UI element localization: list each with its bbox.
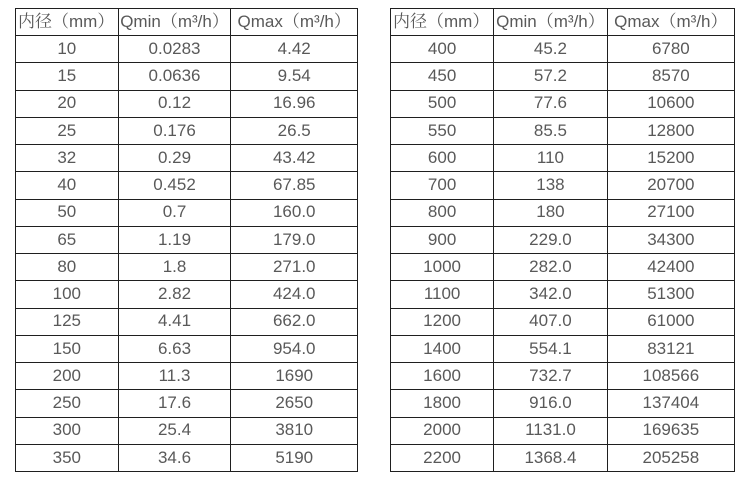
table-cell: 43.42 xyxy=(231,145,358,172)
table-cell: 342.0 xyxy=(494,281,608,308)
table-cell: 5190 xyxy=(231,444,358,471)
table-cell: 8570 xyxy=(607,63,734,90)
table-cell: 50 xyxy=(16,199,119,226)
table-cell: 15200 xyxy=(607,145,734,172)
column-header: Qmin（m³/h） xyxy=(118,9,231,36)
column-header: Qmax（m³/h） xyxy=(607,9,734,36)
table-cell: 67.85 xyxy=(231,172,358,199)
table-cell: 100 xyxy=(16,281,119,308)
table-row xyxy=(16,281,358,308)
table-cell: 32 xyxy=(16,145,119,172)
table-cell: 3810 xyxy=(231,417,358,444)
table-row xyxy=(391,417,735,444)
table-row xyxy=(16,199,358,226)
column-header: Qmin（m³/h） xyxy=(494,9,608,36)
table-cell: 250 xyxy=(16,390,119,417)
table-row xyxy=(16,172,358,199)
table-cell: 40 xyxy=(16,172,119,199)
flow-rate-table-large-diameters xyxy=(390,8,735,472)
table-row xyxy=(391,36,735,63)
column-header: 内径（mm） xyxy=(16,9,119,36)
table-cell: 0.176 xyxy=(118,117,231,144)
table-cell: 4.42 xyxy=(231,36,358,63)
table-cell: 20700 xyxy=(607,172,734,199)
table-cell: 350 xyxy=(16,444,119,471)
table-cell: 271.0 xyxy=(231,254,358,281)
table-cell: 1200 xyxy=(391,308,494,335)
table-cell: 2.82 xyxy=(118,281,231,308)
table-cell: 138 xyxy=(494,172,608,199)
table-row xyxy=(391,281,735,308)
table-row xyxy=(16,254,358,281)
table-row xyxy=(16,226,358,253)
table-cell: 180 xyxy=(494,199,608,226)
table-row xyxy=(391,117,735,144)
table-cell: 0.452 xyxy=(118,172,231,199)
table-cell: 800 xyxy=(391,199,494,226)
table-cell: 51300 xyxy=(607,281,734,308)
table-cell: 150 xyxy=(16,335,119,362)
table-cell: 1800 xyxy=(391,390,494,417)
table-row xyxy=(16,117,358,144)
table-cell: 9.54 xyxy=(231,63,358,90)
table-row xyxy=(16,363,358,390)
table-cell: 34.6 xyxy=(118,444,231,471)
table-row xyxy=(391,308,735,335)
table-cell: 34300 xyxy=(607,226,734,253)
table-row xyxy=(391,226,735,253)
table-row xyxy=(391,199,735,226)
table-row xyxy=(391,363,735,390)
column-header: 内径（mm） xyxy=(391,9,494,36)
table-cell: 300 xyxy=(16,417,119,444)
table-cell: 110 xyxy=(494,145,608,172)
table-row xyxy=(391,335,735,362)
table-cell: 1.8 xyxy=(118,254,231,281)
table-cell: 424.0 xyxy=(231,281,358,308)
table-cell: 179.0 xyxy=(231,226,358,253)
table-cell: 1131.0 xyxy=(494,417,608,444)
table-row xyxy=(16,308,358,335)
table-cell: 65 xyxy=(16,226,119,253)
table-cell: 600 xyxy=(391,145,494,172)
table-row xyxy=(391,145,735,172)
table-row xyxy=(16,90,358,117)
table-cell: 169635 xyxy=(607,417,734,444)
table-cell: 229.0 xyxy=(494,226,608,253)
table-cell: 12800 xyxy=(607,117,734,144)
table-cell: 0.29 xyxy=(118,145,231,172)
table-cell: 27100 xyxy=(607,199,734,226)
table-row xyxy=(391,254,735,281)
table-cell: 17.6 xyxy=(118,390,231,417)
table-row xyxy=(391,63,735,90)
tables-container xyxy=(15,8,735,472)
table-cell: 205258 xyxy=(607,444,734,471)
table-cell: 2650 xyxy=(231,390,358,417)
table-cell: 83121 xyxy=(607,335,734,362)
table-row xyxy=(16,390,358,417)
table-cell: 80 xyxy=(16,254,119,281)
table-cell: 57.2 xyxy=(494,63,608,90)
table-row xyxy=(391,90,735,117)
table-cell: 700 xyxy=(391,172,494,199)
table-row xyxy=(16,145,358,172)
table-cell: 1.19 xyxy=(118,226,231,253)
table-cell: 1000 xyxy=(391,254,494,281)
table-cell: 1400 xyxy=(391,335,494,362)
table-cell: 0.7 xyxy=(118,199,231,226)
table-cell: 6780 xyxy=(607,36,734,63)
table-cell: 1690 xyxy=(231,363,358,390)
table-cell: 1600 xyxy=(391,363,494,390)
table-row xyxy=(16,417,358,444)
table-row xyxy=(16,444,358,471)
table-cell: 6.63 xyxy=(118,335,231,362)
table-cell: 407.0 xyxy=(494,308,608,335)
table-cell: 160.0 xyxy=(231,199,358,226)
header-row xyxy=(391,9,735,36)
table-row xyxy=(16,63,358,90)
table-cell: 20 xyxy=(16,90,119,117)
table-cell: 200 xyxy=(16,363,119,390)
table-row xyxy=(391,172,735,199)
table-cell: 1100 xyxy=(391,281,494,308)
table-cell: 108566 xyxy=(607,363,734,390)
table-cell: 282.0 xyxy=(494,254,608,281)
table-cell: 550 xyxy=(391,117,494,144)
flow-rate-table-small-diameters xyxy=(15,8,358,472)
table-cell: 25 xyxy=(16,117,119,144)
table-cell: 2000 xyxy=(391,417,494,444)
table-cell: 42400 xyxy=(607,254,734,281)
table-cell: 554.1 xyxy=(494,335,608,362)
table-cell: 10600 xyxy=(607,90,734,117)
table-cell: 1368.4 xyxy=(494,444,608,471)
table-cell: 77.6 xyxy=(494,90,608,117)
table-cell: 10 xyxy=(16,36,119,63)
table-cell: 2200 xyxy=(391,444,494,471)
table-cell: 85.5 xyxy=(494,117,608,144)
table-cell: 916.0 xyxy=(494,390,608,417)
table-cell: 15 xyxy=(16,63,119,90)
table-row xyxy=(391,444,735,471)
table-cell: 662.0 xyxy=(231,308,358,335)
table-cell: 45.2 xyxy=(494,36,608,63)
table-cell: 11.3 xyxy=(118,363,231,390)
table-cell: 61000 xyxy=(607,308,734,335)
table-cell: 400 xyxy=(391,36,494,63)
table-row xyxy=(16,335,358,362)
table-cell: 137404 xyxy=(607,390,734,417)
table-cell: 125 xyxy=(16,308,119,335)
table-row xyxy=(391,390,735,417)
table-cell: 4.41 xyxy=(118,308,231,335)
table-cell: 500 xyxy=(391,90,494,117)
table-cell: 0.0283 xyxy=(118,36,231,63)
header-row xyxy=(16,9,358,36)
table-cell: 16.96 xyxy=(231,90,358,117)
table-row xyxy=(16,36,358,63)
table-cell: 900 xyxy=(391,226,494,253)
table-cell: 25.4 xyxy=(118,417,231,444)
table-cell: 0.0636 xyxy=(118,63,231,90)
table-cell: 732.7 xyxy=(494,363,608,390)
table-cell: 26.5 xyxy=(231,117,358,144)
table-cell: 0.12 xyxy=(118,90,231,117)
table-cell: 450 xyxy=(391,63,494,90)
table-cell: 954.0 xyxy=(231,335,358,362)
column-header: Qmax（m³/h） xyxy=(231,9,358,36)
